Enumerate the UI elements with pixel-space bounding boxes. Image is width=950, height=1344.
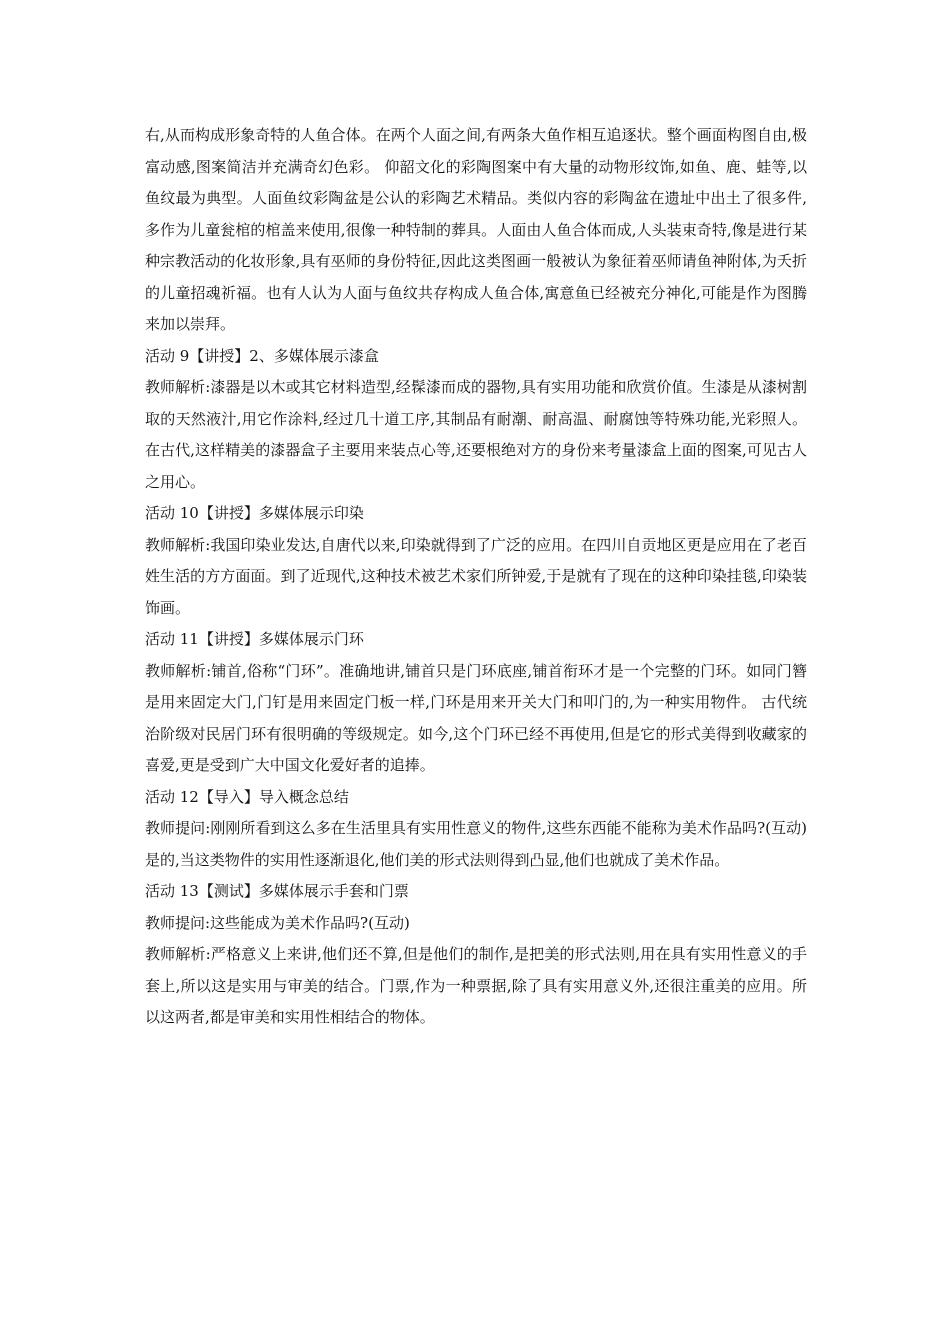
paragraph-door-knocker: 教师解析:铺首,俗称“门环”。准确地讲,铺首只是门环底座,铺首衔环才是一个完整的门环。如同门簪是用来固定大门,门钉是用来固定门板一样,门环是用来开关大门和叩门的,为一种实用物件。 古代统治阶级对民居门环有很明确的等级规定。如今,这个门环已经不再使用,但是它的形式美得到收藏家的喜爱,更是受到广大中国文化爱好者的追捧。: [145, 661, 807, 774]
heading-activity-10: 活动 10【讲授】多媒体展示印染: [145, 504, 364, 522]
paragraph-lacquer-box: 教师解析:漆器是以木或其它材料造型,经髹漆而成的器物,具有实用功能和欣赏价值。生漆是从漆树割取的天然液汁,用它作涂料,经过几十道工序,其制品有耐潮、耐高温、耐腐蚀等特殊功能,光彩照人。在古代,这样精美的漆器盒子主要用来装点心等,还要根绝对方的身份来考量漆盒上面的图案,可见古人之用心。: [145, 378, 807, 491]
paragraph-concept-summary: 教师提问:刚刚所看到这么多在生活里具有实用性意义的物件,这些东西能不能称为美术作品吗?(互动)是的,当这类物件的实用性逐渐退化,他们美的形式法则得到凸显,他们也就成了美术作品。: [145, 819, 807, 869]
paragraph-renmian-yuwen: 右,从而构成形象奇特的人鱼合体。在两个人面之间,有两条大鱼作相互追逐状。整个画面构图自由,极富动感,图案简洁并充满奇幻色彩。 仰韶文化的彩陶图案中有大量的动物形纹饰,如鱼、鹿、蛙等,以鱼纹最为典型。人面鱼纹彩陶盆是公认的彩陶艺术精品。类似内容的彩陶盆在遗址中出土了很多件,多作为儿童瓮棺的棺盖来使用,很像一种特制的葬具。人面由人鱼合体而成,人头装束奇特,像是进行某种宗教活动的化妆形象,具有巫师的身份特征,因此这类图画一般被认为象征着巫师请鱼神附体,为夭折的儿童招魂祈福。也有人认为人面与鱼纹共存构成人鱼合体,寓意鱼已经被充分神化,可能是作为图腾来加以崇拜。: [145, 126, 807, 333]
heading-activity-11: 活动 11【讲授】多媒体展示门环: [145, 630, 364, 648]
document-page: [145, 120, 807, 1034]
teacher-question-line: 教师提问:这些能成为美术作品吗?(互动): [145, 913, 410, 932]
heading-activity-12: 活动 12【导入】导入概念总结: [145, 787, 349, 806]
heading-activity-9: 活动 9【讲授】2、多媒体展示漆盒: [145, 346, 379, 365]
paragraph-printing-dyeing: 教师解析:我国印染业发达,自唐代以来,印染就得到了广泛的应用。在四川自贡地区更是应用在了老百姓生活的方方面面。到了近现代,这种技术被艺术家们所钟爱,于是就有了现在的这种印染挂毯,印染装饰画。: [145, 535, 807, 617]
heading-activity-13: 活动 13【测试】多媒体展示手套和门票: [145, 882, 409, 900]
paragraph-gloves-tickets: 教师解析:严格意义上来讲,他们还不算,但是他们的制作,是把美的形式法则,用在具有实用性意义的手套上,所以这是实用与审美的结合。门票,作为一种票据,除了具有实用意义外,还很注重美的应用。所以这两者,都是审美和实用性相结合的物体。: [145, 945, 807, 1026]
